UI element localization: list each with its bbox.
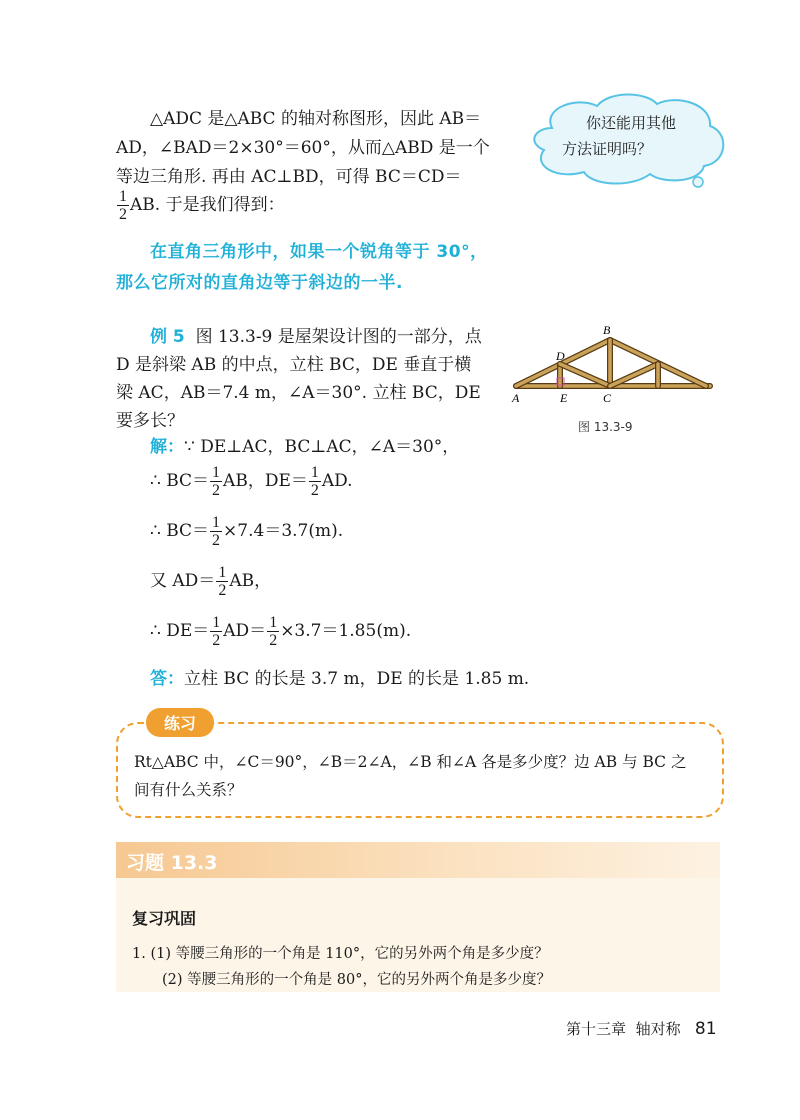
homework-section-title: 复习巩固 <box>132 909 197 928</box>
intro-line-4: $\frac{1}{2}$ AB. 于是我们得到： <box>119 188 285 223</box>
solution-label: 解： <box>150 437 184 457</box>
practice-line-1: Rt△ABC 中，∠C＝90°，∠B＝2∠A，∠B 和∠A 各是多少度？边 AB 与 BC 之 <box>134 753 687 771</box>
homework-question-1b: (2) 等腰三角形的一个角是 80°，它的另外两个角是多少度？ <box>162 972 551 988</box>
solution-line-5: ∴ DE＝ $\frac{1}{2}$ AD＝ $\frac{1}{2}$ ×3.7＝1.85(m). <box>150 614 412 649</box>
intro-line-1: △ADC 是△ABC 的轴对称图形，因此 AB＝ <box>150 109 482 129</box>
example-line-4: 要多长？ <box>116 411 184 431</box>
cloud-line-2: 方法证明吗？ <box>562 140 653 158</box>
label-C: C <box>603 391 612 405</box>
intro-line-3: 等边三角形. 再由 AC⊥BD，可得 BC＝CD＝ <box>116 167 462 187</box>
homework-title: 习题 13.3 <box>126 852 218 874</box>
page-footer <box>566 1018 717 1039</box>
example-line-2: D 是斜梁 AB 的中点，立柱 BC，DE 垂直于横 <box>116 355 472 375</box>
thought-cloud <box>522 88 732 188</box>
page-number: 81 <box>694 1019 717 1039</box>
homework-question-1a: 1. (1) 等腰三角形的一个角是 110°，它的另外两个角是多少度？ <box>132 946 549 962</box>
footer-title: 轴对称 <box>635 1020 681 1038</box>
example-line-1: 例 5 图 13.3-9 是屋架设计图的一部分，点 <box>150 327 482 347</box>
solution-line-2: ∴ BC＝ $\frac{1}{2}$ AB，DE＝ $\frac{1}{2}$ AD. <box>150 464 353 499</box>
cloud-line-1: 你还能用其他 <box>586 114 677 132</box>
answer-line: 答：立柱 BC 的长是 3.7 m，DE 的长是 1.85 m. <box>150 669 530 689</box>
example-label: 例 5 <box>150 327 185 347</box>
label-E: E <box>560 391 568 405</box>
label-A: A <box>512 391 520 405</box>
solution-line-3: ∴ BC＝ $\frac{1}{2}$ ×7.4＝3.7(m). <box>150 514 344 549</box>
truss-diagram <box>508 318 718 406</box>
footer-chapter: 第十三章 <box>566 1020 627 1038</box>
theorem-line-2: 那么它所对的直角边等于斜边的一半. <box>116 273 403 293</box>
truss-figure <box>508 318 718 436</box>
example-line-3: 梁 AC，AB＝7.4 m，∠A＝30°. 立柱 BC，DE <box>116 383 481 403</box>
figure-caption: 图 13.3-9 <box>578 420 633 434</box>
practice-line-2: 间有什么关系？ <box>134 781 243 799</box>
label-D: D <box>556 349 565 363</box>
solution-line-1: 解：∵ DE⊥AC，BC⊥AC，∠A＝30°， <box>150 437 460 457</box>
theorem-line-1: 在直角三角形中，如果一个锐角等于 30°， <box>150 242 488 262</box>
fraction-half: $\frac{1}{2}$ <box>119 188 127 223</box>
solution-line-4: 又 AD＝ $\frac{1}{2}$ AB， <box>150 564 272 599</box>
practice-label: 练习 <box>146 708 214 737</box>
label-B: B <box>603 323 611 337</box>
intro-line-2: AD，∠BAD＝2×30°＝60°，从而△ABD 是一个 <box>116 138 490 158</box>
answer-label: 答： <box>150 669 184 689</box>
